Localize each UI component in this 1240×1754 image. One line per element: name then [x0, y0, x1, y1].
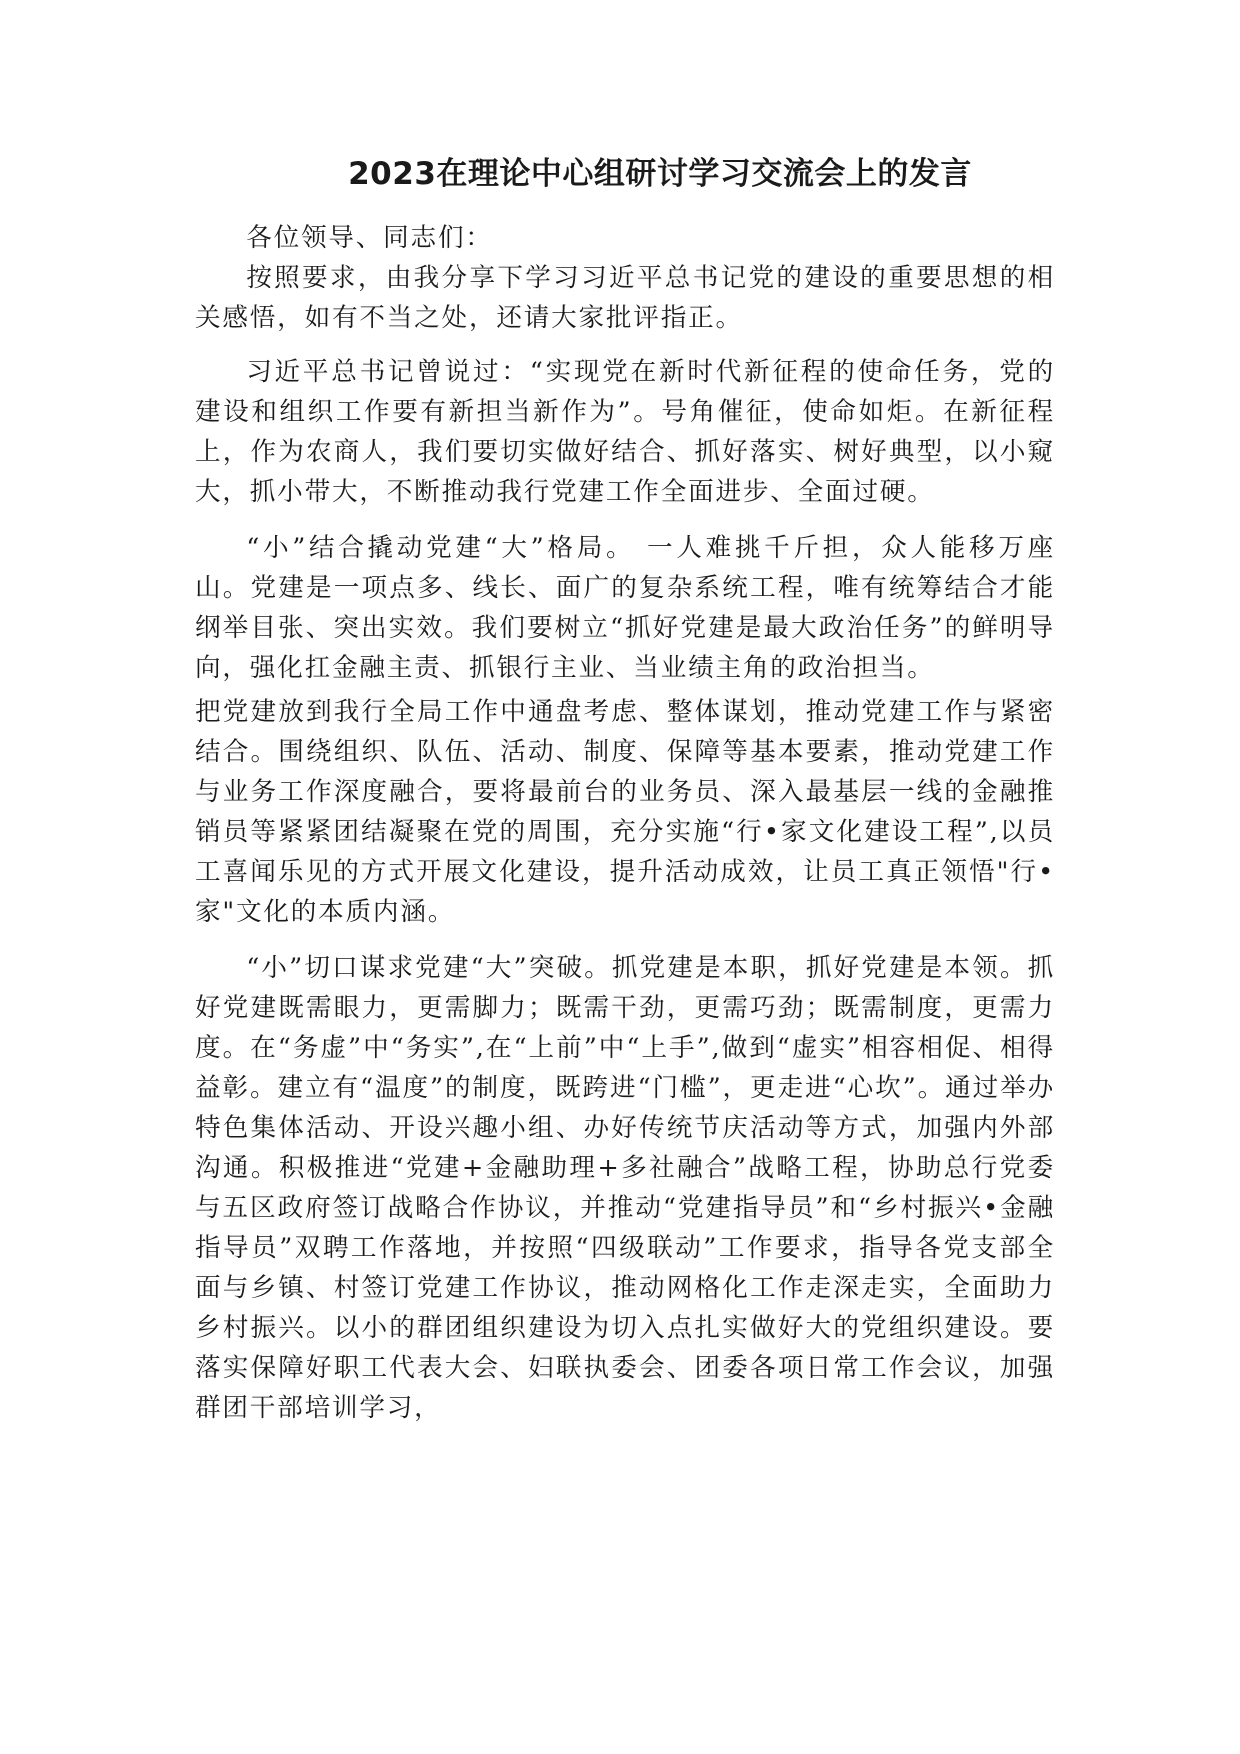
section-one-paragraph: “小”结合撬动党建“大”格局。 一人难挑千斤担，众人能移万座山。党建是一项点多、线长、面广的复杂系统工程，唯有统筹结合才能纲举目张、突出实效。我们要树立“抓好党建是最大政治任务”的鲜明导向，强化扛金融主责、抓银行主业、当业绩主角的政治担当。 — [195, 533, 1055, 683]
document-body — [195, 218, 1055, 1428]
intro-paragraph: 按照要求，由我分享下学习习近平总书记党的建设的重要思想的相关感悟，如有不当之处，还请大家批评指正。 — [195, 263, 1055, 333]
section-two-paragraph: “小”切口谋求党建“大”突破。抓党建是本职，抓好党建是本领。抓好党建既需眼力，更需脚力；既需干劲，更需巧劲；既需制度，更需力度。在“务虚”中“务实”,在“上前”中“上手”,做到“虚实”相容相促、相得益彰。建立有“温度”的制度，既跨进“门槛”，更走进“心坎”。通过举办特色集体活动、开设兴趣小组、办好传统节庆活动等方式，加强内外部沟通。积极推进“党建+金融助理+多社融合”战略工程，协助总行党委与五区政府签订战略合作协议，并推动“党建指导员”和“乡村振兴•金融指导员”双聘工作落地，并按照“四级联动”工作要求，指导各党支部全面与乡镇、村签订党建工作协议，推动网格化工作走深走实，全面助力乡村振兴。以小的群团组织建设为切入点扎实做好大的党组织建设。要落实保障好职工代表大会、妇联执委会、团委各项日常工作会议，加强群团干部培训学习， — [195, 953, 1055, 1423]
document-title: 2023在理论中心组研讨学习交流会上的发言 — [348, 156, 972, 192]
quote-paragraph: 习近平总书记曾说过：“实现党在新时代新征程的使命任务，党的建设和组织工作要有新担当新作为”。号角催征，使命如炬。在新征程上，作为农商人，我们要切实做好结合、抓好落实、树好典型，以小窥大，抓小带大，不断推动我行党建工作全面进步、全面过硬。 — [195, 357, 1055, 507]
section-one-continued-paragraph: 把党建放到我行全局工作中通盘考虑、整体谋划，推动党建工作与紧密结合。围绕组织、队伍、活动、制度、保障等基本要素，推动党建工作与业务工作深度融合，要将最前台的业务员、深入最基层一线的金融推销员等紧紧团结凝聚在党的周围，充分实施“行•家文化建设工程”,以员工喜闻乐见的方式开展文化建设，提升活动成效，让员工真正领悟"行•家"文化的本质内涵。 — [195, 697, 1055, 927]
salutation-paragraph: 各位领导、同志们： — [246, 223, 493, 253]
